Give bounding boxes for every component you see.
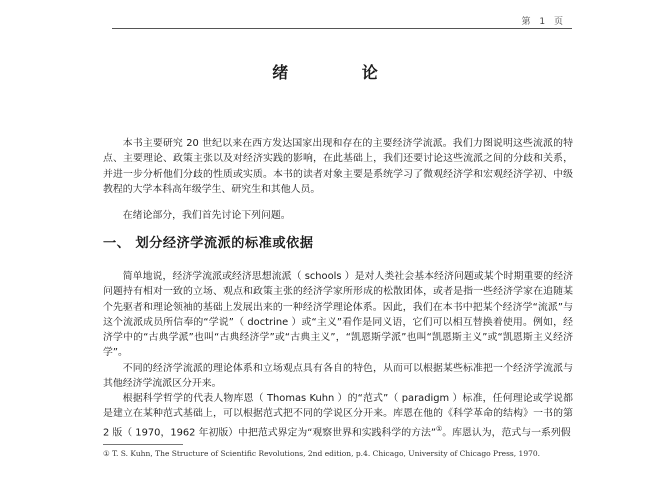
paragraph-paradigm-tail: 。库恩认为，范式与一系列假 — [442, 426, 571, 438]
page-number: 第 1 页 — [521, 17, 566, 27]
footnote-divider — [103, 444, 183, 445]
chapter-title: 绪 论 — [272, 63, 412, 82]
paragraph-definition: 简单地说，经济学流派或经济思想流派（ schools ）是对人类社会基本经济问题或某个时期重要的经济问题持有相对一致的立场、观点和政策主张的经济学家所形成的松散团体，或者是指一些经济学家在追随某个先驱者和理论领袖的基础上发展出来的一种经济学理论体系。因此，我们在本书中把某个经济学“流派”与这个流派成员所信奉的“学说”（ doctrine ）或“主义”看作是同义语，它们可以相互替换着使用。例如，经济学中的“古典学派”也叫“古典经济学”或“古典主义”，“凯恩斯学派”也叫“凯恩斯主义”或“凯恩斯主义经济学”。 — [103, 271, 573, 359]
section-heading: 一、 划分经济学流派的标准或依据 — [103, 236, 314, 251]
footnote-marker[interactable]: ① — [435, 424, 443, 433]
paragraph-criteria: 不同的经济学流派的理论体系和立场观点具有各自的特色，从而可以根据某些标准把一个经济学流派与其他经济学流派区分开来。 — [103, 363, 573, 390]
paragraph-paradigm — [103, 391, 573, 440]
footnote: ① T. S. Kuhn, The Structure of Scientific Revolutions, 2nd edition, p.4. Chicago, University of Chicago Press, 1970. — [103, 449, 541, 458]
page-header — [112, 14, 572, 29]
paragraph-transition: 在绪论部分，我们首先讨论下列问题。 — [122, 210, 291, 221]
paragraph-paradigm-text: 根据科学哲学的代表人物库恩（ Thomas Kuhn ）的“范式”（ paradigm ）标准，任何理论或学说都是建立在某种范式基础上，可以根据范式把不同的学说区分开来。库恩在他的《科学革命的结构》一书的第 2 版（ 1970，1962 年初版）中把范式界定为“观察世界和实践科学的方法” — [103, 393, 573, 438]
paragraph-intro: 本书主要研究 20 世纪以来在西方发达国家出现和存在的主要经济学流派。我们力图说明这些流派的特点、主要理论、政策主张以及对经济实践的影响，在此基础上，我们还要讨论这些流派之间的分歧和关系，并进一步分析他们分歧的性质或实质。本书的读者对象主要是系统学习了微观经济学和宏观经济学初、中级教程的大学本科高年级学生、研究生和其他人员。 — [103, 138, 573, 195]
